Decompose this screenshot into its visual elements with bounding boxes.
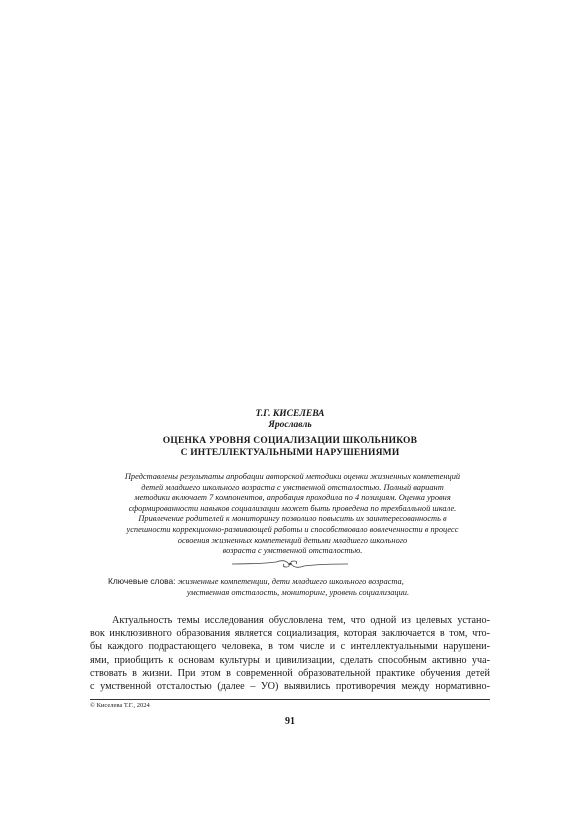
author-name: Т.Г. КИСЕЛЕВА: [255, 409, 325, 419]
keywords-line: умственная отсталость, мониторинг, уровень социализации.: [186, 588, 410, 597]
keywords-line: жизненные компетенции, дети младшего школьного возраста,: [177, 577, 404, 586]
body-line: вок инклюзивного образования является социализация, которая заключается в том, что-: [90, 628, 490, 640]
body-line: Актуальность темы исследования обусловлена тем, что одной из целевых устано-: [112, 615, 490, 626]
ornament-divider-icon: [230, 557, 350, 571]
body-line: с умственной отсталостью (далее – УО) выявились противоречия между нормативно-: [90, 681, 490, 693]
body-line: бы каждого подрастающего человека, в том числе и с интеллектуальными нарушени-: [90, 641, 490, 653]
abstract-line: методики включает 7 компонентов, апробация проходила по 4 позициям. Оценка уровня: [134, 493, 451, 503]
abstract-line: успешности коррекционно-развивающей работы и способствовало вовлеченности в процесс: [126, 524, 459, 534]
body-line: ями, приобщить к основам культуры и цивилизации, сделать способным активно уча-: [90, 654, 490, 666]
article-title-line: С ИНТЕЛЛЕКТУАЛЬНЫМИ НАРУШЕНИЯМИ: [180, 447, 400, 458]
body-text: [90, 614, 490, 693]
article-title-line: ОЦЕНКА УРОВНЯ СОЦИАЛИЗАЦИИ ШКОЛЬНИКОВ: [162, 436, 418, 446]
page-number: 91: [285, 716, 295, 727]
footnote-divider: [90, 699, 490, 700]
keywords-label: Ключевые слова:: [108, 576, 176, 586]
abstract-line: Представлены результаты апробации авторской методики оценки жизненных компетенций: [124, 472, 461, 481]
abstract-line: сформированности навыков социализации может быть проведена по трехбалльной шкале.: [128, 503, 457, 513]
abstract: [100, 472, 485, 557]
copyright-footnote: © Киселева Т.Г., 2024: [90, 702, 150, 709]
abstract-line: Привлечение родителей к мониторингу позволило повысить их заинтересованность в: [138, 514, 447, 524]
author-city: Ярославль: [268, 420, 312, 430]
article-title: [0, 436, 580, 459]
abstract-line: освоения жизненных компетенций детьми младшего школьного: [177, 535, 408, 545]
abstract-line: детей младшего школьного возраста с умственной отсталостью. Полный вариант: [141, 482, 444, 492]
body-line: ствовать в жизни. При этом в современной образовательной практике обучения детей: [90, 667, 490, 679]
keywords: [108, 576, 508, 598]
abstract-line: возраста с умственной отсталостью.: [222, 546, 363, 556]
